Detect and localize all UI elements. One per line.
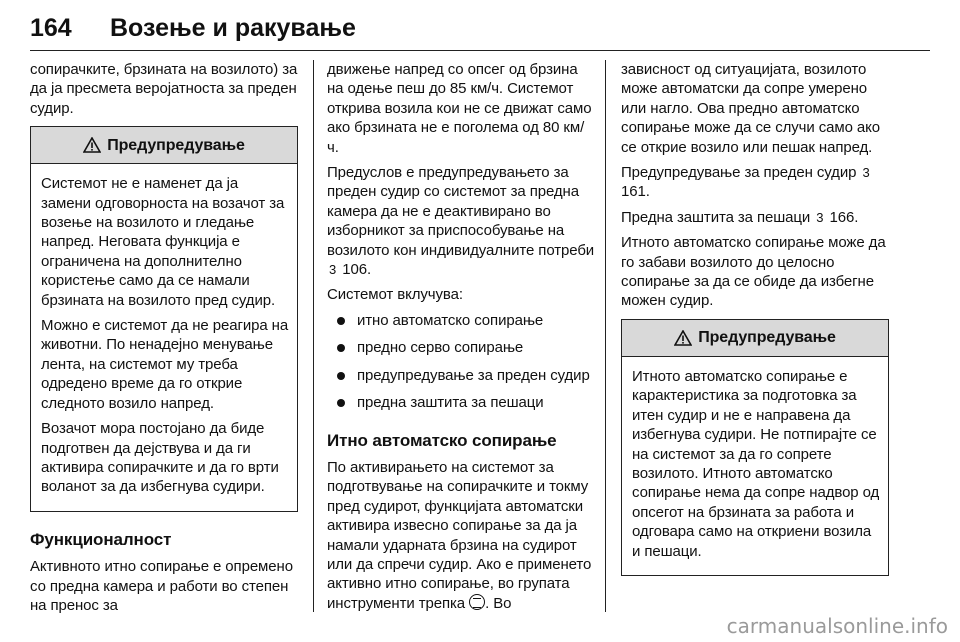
chapter-title: Возење и ракување [110, 13, 356, 42]
list-item-label: предупредување за преден судир [357, 366, 590, 384]
page-header [30, 6, 930, 50]
list-item-label: предно серво сопирање [357, 339, 524, 357]
warning-body [622, 357, 888, 575]
page-ref-arrow-icon: 3 [816, 209, 824, 225]
page-ref-arrow-icon: 3 [329, 262, 337, 278]
list-item [327, 366, 595, 385]
paragraph: зависност од ситуацијата, возилото може автоматски да сопре умерено или нагло. Ова предно автоматско сопирање може да се случи само ако се открие возило или пешак напред. [621, 61, 880, 156]
warning-paragraph: Системот не е наменет да ја замени одговорноста на возачот за возење на возилото и гледање напред. Неговата функција е ограничена на дополнително користење само да се намали брзината на возилото пред судир. [41, 175, 285, 309]
paragraph: Итното автоматско сопирање може да го забави возилото до целосно сопирање за да се обиде да избегне можен судир. [621, 234, 886, 310]
column-divider [605, 60, 606, 612]
paragraph: сопирачките, брзината на возилото) за да ја пресмета веројатноста за преден судир. [30, 61, 298, 117]
paragraph-text: По активирањето на системот за подготвување на сопирачките и токму пред судирот, функцијата автоматски активира извесно сопирање за да ја намали ударната брзина на судирот или да спречи судир. Ако е применето активно итно сопирање, во групата инструменти трепка [327, 458, 592, 612]
warning-paragraph: Можно е системот да не реагира на животни. По ненадејно менување лента, на системот му треба одредено време да го открие следното возило напред. [41, 317, 289, 412]
paragraph: Активното итно сопирање е опремено со предна камера и работи во степен на пренос за [30, 558, 293, 614]
warning-paragraph: Итното автоматско сопирање е карактеристика за подготовка за итен судир и не е направена да избегнува судири. Не потпирајте се на системот за да го сопрете возилото. Итното автоматско сопирање нема да сопре надвор од опсегот на брзината за работа и одговара само на откриени возила и пешаци. [632, 367, 880, 560]
list-item [327, 338, 595, 357]
warning-box [30, 126, 298, 512]
column-2 [327, 60, 595, 619]
warning-box [621, 319, 889, 576]
list-item [327, 311, 595, 330]
list-item [327, 393, 595, 412]
column-divider [313, 60, 314, 612]
warning-title: Предупредување [698, 329, 836, 347]
paragraph-text: Предуслов е предупредувањето за преден судир со системот за предна камера да не е деактивирано во изборникот за приспособување на возилото кон индивидуалните потреби [327, 164, 595, 259]
column-3 [621, 60, 889, 586]
bullet-icon [337, 399, 345, 407]
list-item-label: предна заштита за пешаци [357, 394, 544, 412]
page-ref-link[interactable]: 106. [342, 261, 372, 279]
section-heading: Итно автоматско сопирање [327, 430, 557, 450]
paragraph: движење напред со опсег од брзина на одење пеш до 85 км/ч. Системот открива возила кои не се движат само ако брзината не е поголема од 80 км/ч. [327, 61, 592, 156]
warning-triangle-icon [674, 330, 692, 346]
page-ref-link[interactable]: 166. [829, 208, 859, 226]
paragraph-text: . Во [485, 594, 512, 612]
paragraph: Системот вклучува: [327, 286, 463, 304]
header-rule [30, 50, 930, 51]
bullet-icon [337, 317, 345, 325]
warning-body [31, 164, 297, 511]
page-number: 164 [30, 13, 72, 42]
paragraph [621, 208, 889, 227]
section-heading: Функционалност [30, 529, 172, 549]
paragraph-text: Предна заштита за пешаци [621, 208, 811, 226]
paragraph [327, 163, 595, 279]
page-ref-link[interactable]: 161. [621, 183, 650, 201]
paragraph [327, 458, 595, 613]
bullet-icon [337, 344, 345, 352]
column-1 [30, 60, 298, 621]
warning-header [31, 127, 297, 164]
warning-triangle-icon [83, 137, 101, 153]
paragraph-text: Предупредување за преден судир [621, 164, 857, 182]
feature-list [327, 311, 595, 413]
paragraph [621, 163, 889, 202]
watermark: carmanualsonline.info [726, 614, 948, 638]
warning-header [622, 320, 888, 357]
list-item-label: итно автоматско сопирање [357, 311, 544, 329]
brake-indicator-icon [469, 594, 485, 610]
page-ref-arrow-icon: 3 [862, 165, 870, 181]
warning-title: Предупредување [107, 136, 245, 154]
warning-paragraph: Возачот мора постојано да биде подготвен да дејствува и да ги активира сопирачките и да го врти воланот за да избегнува судири. [41, 420, 279, 496]
bullet-icon [337, 372, 345, 380]
